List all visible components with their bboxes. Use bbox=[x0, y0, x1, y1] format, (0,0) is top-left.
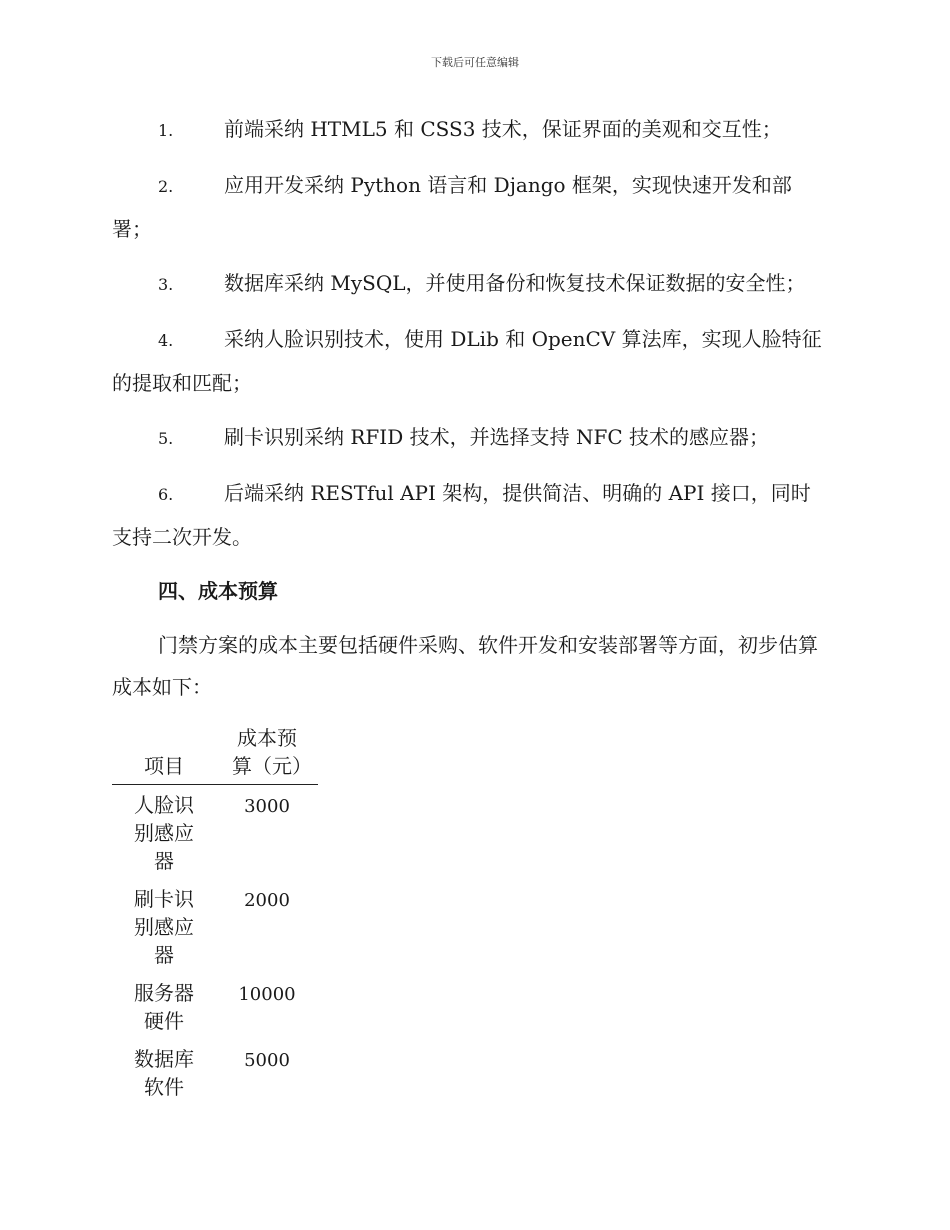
table-cell-cost: 10000 bbox=[238, 984, 296, 1005]
table-row bbox=[112, 973, 318, 1039]
list-item bbox=[112, 262, 828, 306]
table-cell-item: 服务器硬件 bbox=[134, 981, 194, 1033]
table-cell-cost: 2000 bbox=[244, 890, 290, 911]
list-item bbox=[112, 108, 828, 152]
table-cell-cost: 3000 bbox=[244, 796, 290, 817]
cost-table bbox=[112, 724, 318, 1105]
list-number: 2. bbox=[158, 177, 174, 196]
table-cell-item: 刷卡识别感应器 bbox=[134, 887, 194, 967]
list-text: 后端采纳 RESTful API 架构，提供简洁、明确的 API 接口，同时支持二次开发。 bbox=[112, 481, 811, 549]
table-header-row bbox=[112, 724, 318, 785]
list-number: 4. bbox=[158, 331, 174, 350]
table-row bbox=[112, 1039, 318, 1105]
header-note: 下载后可任意编辑 bbox=[431, 56, 519, 69]
table-row bbox=[112, 785, 318, 880]
section-heading: 四、成本预算 bbox=[158, 579, 278, 603]
list-text: 刷卡识别采纳 RFID 技术，并选择支持 NFC 技术的感应器； bbox=[224, 425, 769, 449]
list-number: 1. bbox=[158, 121, 174, 140]
table-cell-cost: 5000 bbox=[244, 1050, 290, 1071]
list-number: 5. bbox=[158, 429, 174, 448]
list-number: 6. bbox=[158, 485, 174, 504]
list-item bbox=[112, 472, 828, 558]
list-text: 应用开发采纳 Python 语言和 Django 框架，实现快速开发和部署； bbox=[112, 173, 792, 241]
table-cell-item: 人脸识别感应器 bbox=[134, 793, 194, 873]
list-item bbox=[112, 318, 828, 404]
list-item bbox=[112, 416, 828, 460]
list-text: 采纳人脸识别技术，使用 DLib 和 OpenCV 算法库，实现人脸特征的提取和匹配； bbox=[112, 327, 822, 395]
document-body bbox=[112, 108, 828, 708]
list-text: 前端采纳 HTML5 和 CSS3 技术，保证界面的美观和交互性； bbox=[224, 117, 782, 141]
column-header-cost: 成本预算（元） bbox=[216, 724, 318, 785]
table-row bbox=[112, 879, 318, 973]
list-item bbox=[112, 164, 828, 250]
table-cell-item: 数据库软件 bbox=[134, 1047, 194, 1099]
list-text: 数据库采纳 MySQL，并使用备份和恢复技术保证数据的安全性； bbox=[224, 271, 806, 295]
section-intro: 门禁方案的成本主要包括硬件采购、软件开发和安装部署等方面，初步估算成本如下： bbox=[112, 633, 818, 699]
column-header-item: 项目 bbox=[112, 724, 216, 785]
list-number: 3. bbox=[158, 275, 174, 294]
